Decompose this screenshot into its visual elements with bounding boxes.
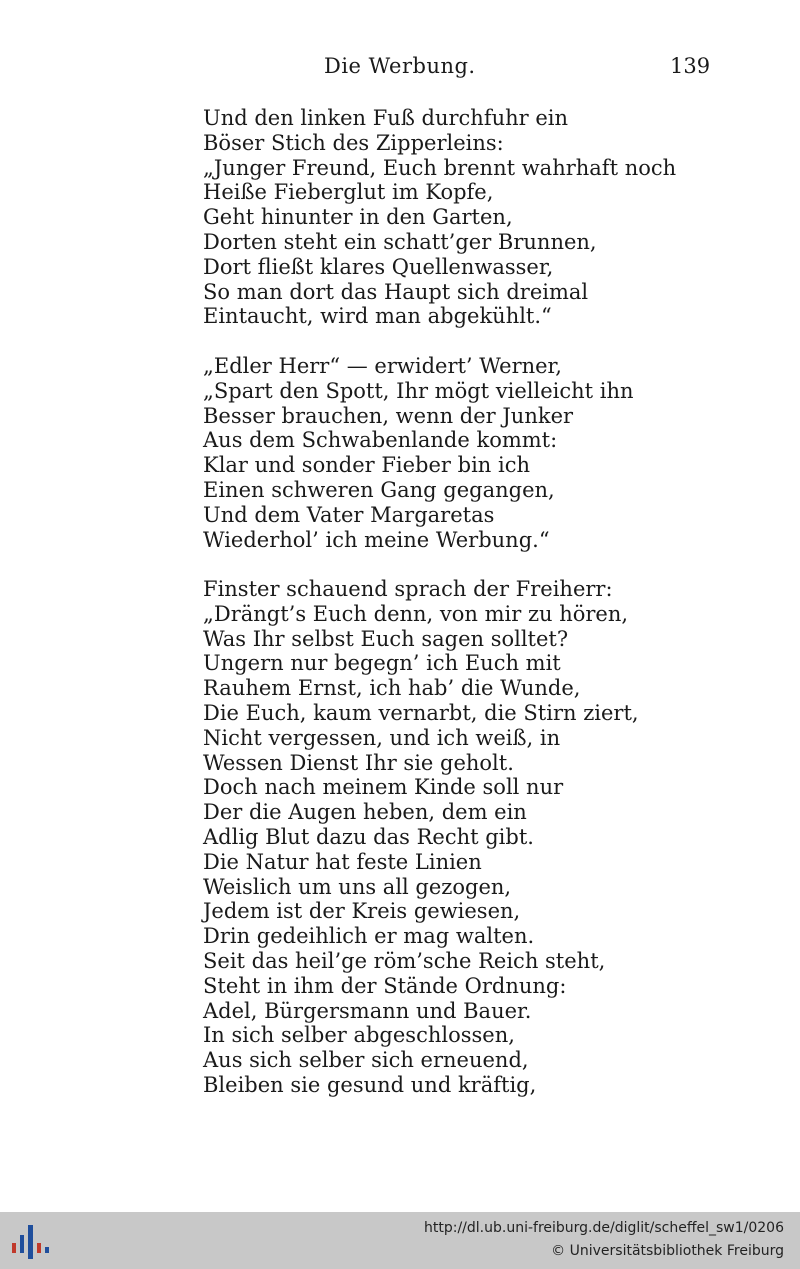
verse-line: Und dem Vater Margaretas [203, 502, 495, 527]
verse-line: Besser brauchen, wenn der Junker [203, 403, 574, 428]
verse-line: „Drängt’s Euch denn, von mir zu hören, [203, 601, 629, 626]
verse-line: Jedem ist der Kreis gewiesen, [203, 899, 521, 924]
verse-line: Weislich um uns all gezogen, [203, 874, 512, 899]
verse-line: Seit das heil’ge röm’sche Reich steht, [203, 948, 606, 973]
page-number: 139 [670, 54, 711, 78]
verse-line: Der die Augen heben, dem ein [203, 800, 527, 825]
verse-line: In sich selber abgeschlossen, [203, 1023, 515, 1048]
verse-line: Klar und sonder Fieber bin ich [203, 453, 530, 478]
verse-line: Eintaucht, wird man abgekühlt.“ [203, 304, 552, 329]
verse-line: Finster schauend sprach der Freiherr: [203, 577, 613, 601]
verse-line: Aus dem Schwabenlande kommt: [203, 428, 558, 453]
verse-line: Nicht vergessen, und ich weiß, in [203, 725, 561, 750]
verse-line: Aus sich selber sich erneuend, [203, 1048, 529, 1073]
ub-freiburg-logo-icon[interactable] [10, 1221, 52, 1263]
permalink-url[interactable]: http://dl.ub.uni-freiburg.de/diglit/scheffel_sw1/0206 [424, 1220, 784, 1236]
running-title: Die Werbung. [324, 54, 476, 78]
verse-line: Was Ihr selbst Euch sagen solltet? [203, 626, 569, 651]
verse-line: Einen schweren Gang gegangen, [203, 477, 555, 502]
verse-line: Geht hinunter in den Garten, [203, 205, 513, 230]
verse-line: Ungern nur begegn’ ich Euch mit [203, 651, 561, 676]
verse-line: Wessen Dienst Ihr sie geholt. [203, 750, 514, 775]
verse-line: Heiße Fieberglut im Kopfe, [203, 180, 494, 205]
verse-line: Die Natur hat feste Linien [203, 849, 482, 874]
verse-line: „Spart den Spott, Ihr mögt vielleicht ihn [203, 378, 634, 403]
verse-line: Rauhem Ernst, ich hab’ die Wunde, [203, 676, 581, 701]
verse-line: Und den linken Fuß durchfuhr ein [203, 106, 569, 130]
verse-line: Adel, Bürgersmann und Bauer. [203, 998, 532, 1023]
verse-line: Doch nach meinem Kinde soll nur [203, 775, 564, 800]
stanza-2 [203, 354, 634, 552]
verse-line: „Junger Freund, Euch brennt wahrhaft noch [203, 155, 677, 180]
copyright-notice: © Universitätsbibliothek Freiburg [551, 1243, 784, 1259]
verse-line: Adlig Blut dazu das Recht gibt. [203, 824, 534, 849]
verse-line: Die Euch, kaum vernarbt, die Stirn ziert, [203, 700, 639, 725]
verse-line: Steht in ihm der Stände Ordnung: [203, 973, 567, 998]
verse-line: Dort fließt klares Quellenwasser, [203, 254, 554, 279]
verse-line: So man dort das Haupt sich dreimal [203, 279, 589, 304]
verse-line: Dorten steht ein schatt’ger Brunnen, [203, 229, 597, 254]
verse-line: Bleiben sie gesund und kräftig, [203, 1072, 537, 1097]
stanza-3 [203, 577, 639, 1098]
verse-line: Wiederhol’ ich meine Werbung.“ [203, 527, 550, 552]
verse-line: Böser Stich des Zipperleins: [203, 130, 504, 155]
stanza-1 [203, 106, 676, 329]
viewer-footer-bar [0, 1212, 800, 1269]
verse-line: Drin gedeihlich er mag walten. [203, 924, 535, 949]
verse-line: „Edler Herr“ — erwidert’ Werner, [203, 354, 562, 378]
